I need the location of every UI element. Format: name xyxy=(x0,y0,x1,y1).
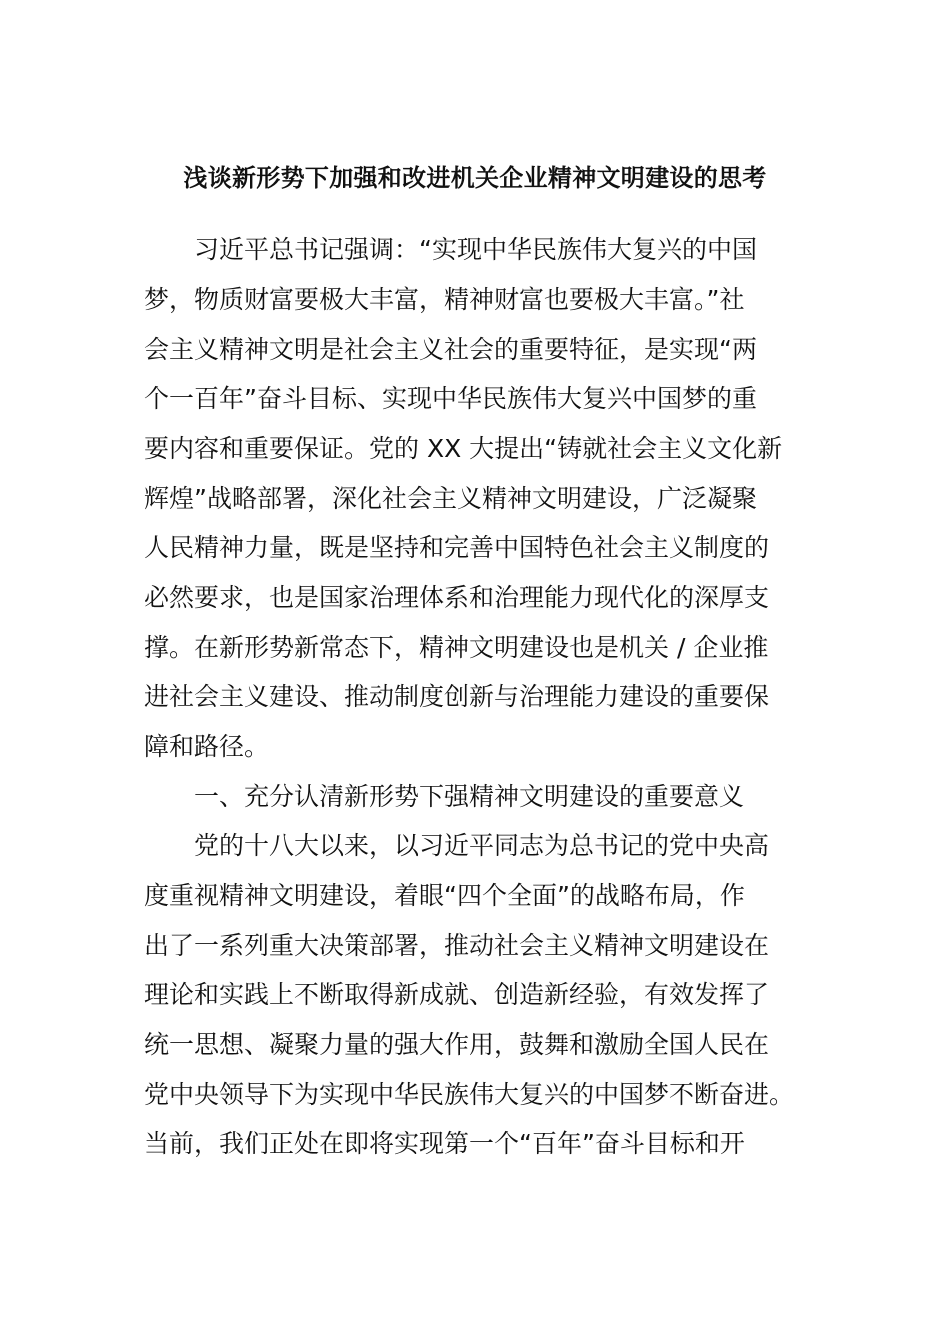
paragraph-2-line-5: 统一思想、凝聚力量的强大作用，鼓舞和激励全国人民在 xyxy=(144,1030,770,1059)
paragraph-1-line-7: 人民精神力量，既是坚持和完善中国特色社会主义制度的 xyxy=(144,533,770,562)
section-heading-1: 一、充分认清新形势下强精神文明建设的重要意义 xyxy=(194,782,745,811)
paragraph-1-line-9: 撑。在新形势新常态下，精神文明建设也是机关 / 企业推 xyxy=(144,633,769,662)
paragraph-1-line-11: 障和路径。 xyxy=(144,732,270,761)
paragraph-1-line-8: 必然要求，也是国家治理体系和治理能力现代化的深厚支 xyxy=(144,583,770,612)
paragraph-2-line-2: 度重视精神文明建设，着眼“四个全面”的战略布局，作 xyxy=(144,881,745,910)
paragraph-1-line-10: 进社会主义建设、推动制度创新与治理能力建设的重要保 xyxy=(144,682,770,711)
paragraph-2-line-1: 党的十八大以来，以习近平同志为总书记的党中央高 xyxy=(194,831,770,860)
paragraph-1-line-5: 要内容和重要保证。党的 XX 大提出“铸就社会主义文化新 xyxy=(144,434,783,463)
paragraph-1-line-1: 习近平总书记强调：“实现中华民族伟大复兴的中国 xyxy=(194,235,757,264)
paragraph-2-line-6: 党中央领导下为实现中华民族伟大复兴的中国梦不断奋进。 xyxy=(144,1080,795,1109)
paragraph-2-line-7: 当前，我们正处在即将实现第一个“百年”奋斗目标和开 xyxy=(144,1129,745,1158)
paragraph-1-line-4: 个一百年”奋斗目标、实现中华民族伟大复兴中国梦的重 xyxy=(144,384,757,413)
paragraph-1-line-3: 会主义精神文明是社会主义社会的重要特征，是实现“两 xyxy=(144,335,757,364)
paragraph-1-line-6: 辉煌”战略部署，深化社会主义精神文明建设，广泛凝聚 xyxy=(144,484,757,513)
document-title: 浅谈新形势下加强和改进机关企业精神文明建设的思考 xyxy=(183,164,767,192)
paragraph-2-line-3: 出了一系列重大决策部署，推动社会主义精神文明建设在 xyxy=(144,931,770,960)
paragraph-1-line-2: 梦，物质财富要极大丰富，精神财富也要极大丰富。”社 xyxy=(144,285,745,314)
paragraph-2-line-4: 理论和实践上不断取得新成就、创造新经验，有效发挥了 xyxy=(144,980,770,1009)
